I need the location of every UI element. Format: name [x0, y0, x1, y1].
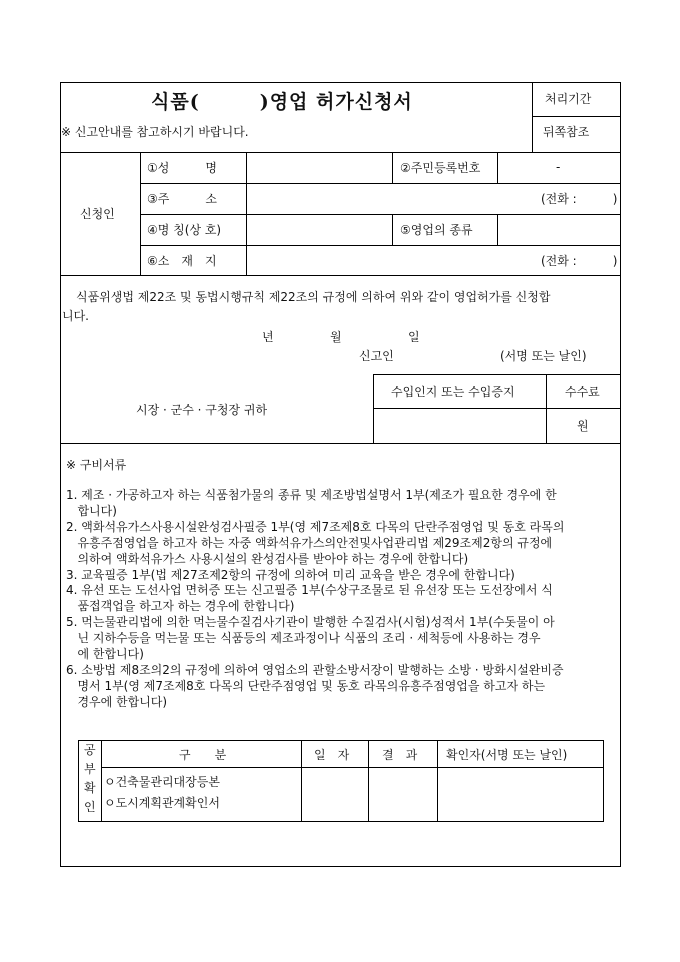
verify-char-4: 인: [84, 800, 96, 814]
verify-char-1: 공: [84, 743, 96, 757]
processing-period-value: 뒤쪽참조: [543, 125, 590, 139]
verify-char-2: 부: [84, 762, 96, 776]
applicant-sign-label: 신고인: [359, 349, 394, 363]
documents-heading: ※ 구비서류: [66, 458, 127, 472]
business-name-label: ④명 칭(상 호): [147, 223, 222, 237]
form-title: 식품( )영업 허가신청서: [151, 91, 413, 113]
phone-2: (전화 : ): [541, 254, 618, 268]
phone-1: (전화 : ): [541, 192, 618, 206]
document-line: 유흥주점영업을 하고자 하는 자중 액화석유가스의안전및사업관리법 제29조제2항의 규정에: [66, 535, 553, 550]
fee-label: 수수료: [565, 385, 600, 399]
name-label: ①성 명: [147, 161, 217, 175]
document-line: 합니다): [66, 503, 117, 518]
document-line: 의하여 액화석유가스 사용시설의 완성검사를 받아야 하는 경우에 한합니다): [66, 551, 469, 566]
col-item-header: 구 분: [179, 748, 227, 762]
document-line: 5. 먹는물관리법에 의한 먹는물수질검사기관이 발행한 수질검사(시험)성적서 1부(수돗물이 아: [66, 615, 555, 630]
fee-unit: 원: [577, 419, 589, 433]
address-label: ③주 소: [147, 192, 217, 206]
document-line: 3. 교육필증 1부(법 제27조제2항의 규정에 의하여 미리 교육을 받은 경우에 한합니다): [66, 567, 515, 582]
declaration-line-2: 니다.: [62, 309, 89, 323]
col-date-header: 일 자: [314, 748, 350, 762]
verify-item-1: ㅇ건축물관리대장등본: [104, 775, 220, 789]
col-result-header: 결 과: [382, 748, 418, 762]
notice-text: ※ 신고안내를 참고하시기 바랍니다.: [61, 125, 249, 139]
document-line: 경우에 한합니다): [66, 694, 168, 709]
location-label: ⑥소 재 지: [147, 254, 217, 268]
document-line: 6. 소방법 제8조의2의 규정에 의하여 영업소의 관할소방서장이 발행하는 소방 · 방화시설완비증: [66, 662, 564, 677]
document-line: 에 한합니다): [66, 647, 144, 661]
rrn-label: ②주민등록번호: [400, 161, 481, 175]
rrn-dash: -: [556, 160, 561, 174]
col-confirmer-header: 확인자(서명 또는 날인): [446, 748, 568, 762]
document-line: 1. 제조 · 가공하고자 하는 식품첨가물의 종류 및 제조방법설명서 1부(제조가 필요한 경우에 한: [66, 488, 557, 502]
applicant-label: 신청인: [80, 207, 115, 221]
stamp-label: 수입인지 또는 수입증지: [391, 385, 515, 399]
processing-period-label: 처리기간: [545, 92, 592, 106]
verify-char-3: 확: [84, 781, 96, 795]
signature-label: (서명 또는 날인): [500, 349, 587, 363]
declaration-line-1: 식품위생법 제22조 및 동법시행규칙 제22조의 규정에 의하여 위와 같이 영업허가를 신청합: [76, 290, 551, 304]
verify-item-2: ㅇ도시계획관계확인서: [104, 796, 220, 810]
document-line: 2. 액화석유가스사용시설완성검사필증 1부(영 제7조제8호 다목의 단란주점영업 및 동호 라목의: [66, 519, 565, 534]
document-line: 명서 1부(영 제7조제8호 다목의 단란주점영업 및 동호 라목의유흥주점영업을 하고자 하는: [66, 678, 546, 693]
document-line: 품접객업을 하고자 하는 경우에 한합니다): [66, 599, 295, 614]
document-line: 4. 유선 또는 도선사업 면허증 또는 신고필증 1부(수상구조물로 된 유선장 또는 도선장에서 식: [66, 583, 553, 598]
business-type-label: ⑤영업의 종류: [400, 223, 473, 237]
document-line: 닌 지하수등을 먹는물 또는 식품등의 제조과정이나 식품의 조리 · 세척등에 사용하는 경우: [66, 631, 541, 646]
date-year: 년: [262, 330, 274, 344]
date-month: 월: [330, 330, 342, 344]
addressee: 시장 · 군수 · 구청장 귀하: [136, 403, 268, 417]
date-day: 일: [408, 330, 420, 344]
